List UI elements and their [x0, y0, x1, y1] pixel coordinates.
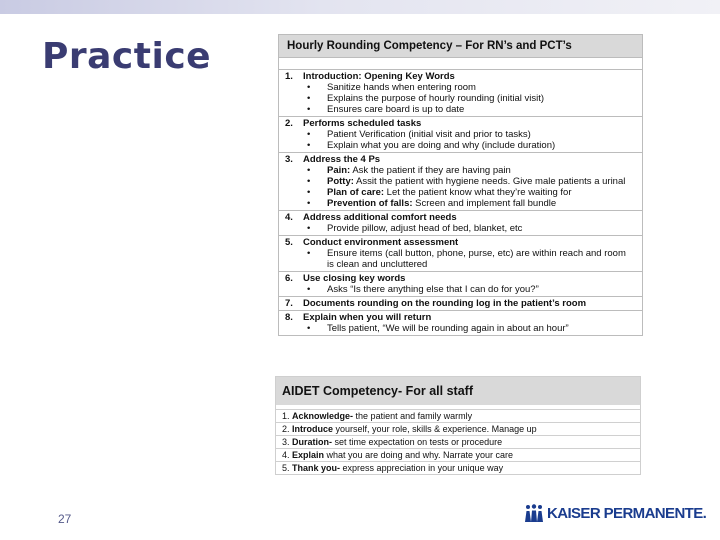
rounding-section	[279, 69, 642, 116]
bullet-text	[327, 187, 642, 198]
rounding-section-title	[285, 273, 642, 284]
rounding-table-title: Hourly Rounding Competency – For RN’s and PCT’s	[279, 35, 642, 58]
aidet-item-number: 1.	[282, 411, 290, 421]
rounding-bullet	[285, 165, 642, 176]
bullet-text	[327, 248, 642, 270]
kaiser-permanente-logo	[524, 504, 706, 522]
section-title-text: Address the 4 Ps	[303, 154, 381, 165]
section-number: 5.	[285, 237, 293, 248]
bullet-body: Asks “Is there anything else that I can do for you?”	[327, 284, 539, 295]
aidet-item-label: Acknowledge-	[292, 411, 354, 421]
aidet-competency-table	[275, 376, 641, 475]
bullet-text	[327, 223, 642, 234]
aidet-items	[276, 409, 640, 474]
rounding-bullet	[285, 176, 642, 187]
bullet-bold-label: Pain:	[327, 165, 351, 176]
bullet-dot-icon: •	[307, 248, 311, 259]
rounding-section	[279, 210, 642, 235]
bullet-bold-label: Plan of care:	[327, 187, 385, 198]
bullet-dot-icon: •	[307, 104, 311, 115]
bullet-dot-icon: •	[307, 284, 311, 295]
top-gradient-bar	[0, 0, 720, 14]
rounding-bullet	[285, 198, 642, 209]
bullet-dot-icon: •	[307, 323, 311, 334]
aidet-item-text: set time expectation on tests or procedure	[332, 437, 503, 447]
rounding-bullet	[285, 104, 642, 115]
aidet-item-number: 2.	[282, 424, 290, 434]
aidet-item	[276, 461, 640, 474]
rounding-section-title	[285, 118, 642, 129]
section-title-text: Address additional comfort needs	[303, 212, 457, 223]
aidet-item	[276, 435, 640, 448]
aidet-item-text: yourself, your role, skills & experience. Manage up	[333, 424, 537, 434]
bullet-text	[327, 93, 642, 104]
rounding-bullet	[285, 223, 642, 234]
bullet-dot-icon: •	[307, 140, 311, 151]
rounding-section	[279, 116, 642, 152]
aidet-item	[276, 448, 640, 461]
aidet-item-number: 3.	[282, 437, 290, 447]
aidet-item	[276, 409, 640, 422]
rounding-competency-table	[278, 34, 643, 336]
bullet-text	[327, 284, 642, 295]
bullet-dot-icon: •	[307, 176, 311, 187]
bullet-bold-label: Potty:	[327, 176, 354, 187]
bullet-body: Patient Verification (initial visit and prior to tasks)	[327, 129, 531, 140]
bullet-body: Assit the patient with hygiene needs. Give male patients a urinal	[353, 176, 626, 187]
bullet-text	[327, 82, 642, 93]
rounding-section	[279, 235, 642, 271]
bullet-body: Ask the patient if they are having pain	[350, 165, 511, 176]
bullet-text	[327, 176, 642, 187]
bullet-text	[327, 140, 642, 151]
bullet-dot-icon: •	[307, 223, 311, 234]
section-number: 6.	[285, 273, 293, 284]
bullet-body: Let the patient know what they’re waiting for	[384, 187, 572, 198]
aidet-item	[276, 422, 640, 435]
aidet-item-label: Introduce	[292, 424, 334, 434]
bullet-bold-label: Prevention of falls:	[327, 198, 413, 209]
rounding-bullet	[285, 129, 642, 140]
rounding-bullet	[285, 140, 642, 151]
aidet-item-label: Thank you-	[292, 463, 341, 473]
rounding-section-title	[285, 154, 642, 165]
aidet-item-text: express appreciation in your unique way	[340, 463, 504, 473]
bullet-body: Sanitize hands when entering room	[327, 82, 476, 93]
section-title-text: Use closing key words	[303, 273, 406, 284]
bullet-dot-icon: •	[307, 165, 311, 176]
bullet-text	[327, 323, 642, 334]
rounding-section-title	[285, 312, 642, 323]
bullet-dot-icon: •	[307, 129, 311, 140]
rounding-section-title	[285, 71, 642, 82]
aidet-item-number: 4.	[282, 450, 290, 460]
bullet-dot-icon: •	[307, 187, 311, 198]
aidet-item-text: what you are doing and why. Narrate your care	[324, 450, 513, 460]
section-title-text: Introduction: Opening Key Words	[303, 71, 455, 82]
bullet-body: Tells patient, “We will be rounding again in about an hour”	[327, 323, 569, 334]
bullet-text	[327, 129, 642, 140]
bullet-text	[327, 104, 642, 115]
bullet-body: Ensure items (call button, phone, purse, etc) are within reach and room is clean and uncluttered	[327, 248, 626, 270]
section-number: 8.	[285, 312, 293, 323]
rounding-bullet	[285, 284, 642, 295]
section-title-text: Explain when you will return	[303, 312, 432, 323]
rounding-section-title	[285, 237, 642, 248]
bullet-body: Explains the purpose of hourly rounding (initial visit)	[327, 93, 545, 104]
rounding-bullet	[285, 93, 642, 104]
rounding-bullet	[285, 248, 642, 270]
section-number: 3.	[285, 154, 293, 165]
aidet-table-title: AIDET Competency- For all staff	[276, 377, 640, 405]
rounding-section	[279, 296, 642, 310]
rounding-section	[279, 310, 642, 335]
aidet-item-label: Explain	[292, 450, 325, 460]
aidet-item-label: Duration-	[292, 437, 333, 447]
page-number: 27	[58, 512, 72, 526]
rounding-section	[279, 152, 642, 210]
bullet-text	[327, 198, 642, 209]
rounding-bullet	[285, 187, 642, 198]
section-number: 7.	[285, 298, 293, 309]
rounding-bullet	[285, 323, 642, 334]
bullet-body: Provide pillow, adjust head of bed, blanket, etc	[327, 223, 523, 234]
rounding-bullet	[285, 82, 642, 93]
aidet-item-text: the patient and family warmly	[353, 411, 473, 421]
rounding-section-title	[285, 212, 642, 223]
section-number: 2.	[285, 118, 293, 129]
section-number: 1.	[285, 71, 293, 82]
section-title-text: Conduct environment assessment	[303, 237, 459, 248]
rounding-section	[279, 271, 642, 296]
bullet-dot-icon: •	[307, 93, 311, 104]
bullet-dot-icon: •	[307, 82, 311, 93]
bullet-body: Screen and implement fall bundle	[412, 198, 557, 209]
slide-title: Practice	[42, 36, 212, 77]
logo-wordmark: KAISER PERMANENTE.	[547, 504, 707, 522]
section-title-text: Documents rounding on the rounding log in the patient’s room	[303, 298, 587, 309]
kp-figures-icon	[524, 504, 544, 522]
rounding-section-title	[285, 298, 642, 309]
bullet-body: Ensures care board is up to date	[327, 104, 465, 115]
aidet-item-number: 5.	[282, 463, 290, 473]
rounding-sections	[279, 69, 642, 335]
section-title-text: Performs scheduled tasks	[303, 118, 422, 129]
bullet-text	[327, 165, 642, 176]
bullet-dot-icon: •	[307, 198, 311, 209]
bullet-body: Explain what you are doing and why (include duration)	[327, 140, 556, 151]
section-number: 4.	[285, 212, 293, 223]
